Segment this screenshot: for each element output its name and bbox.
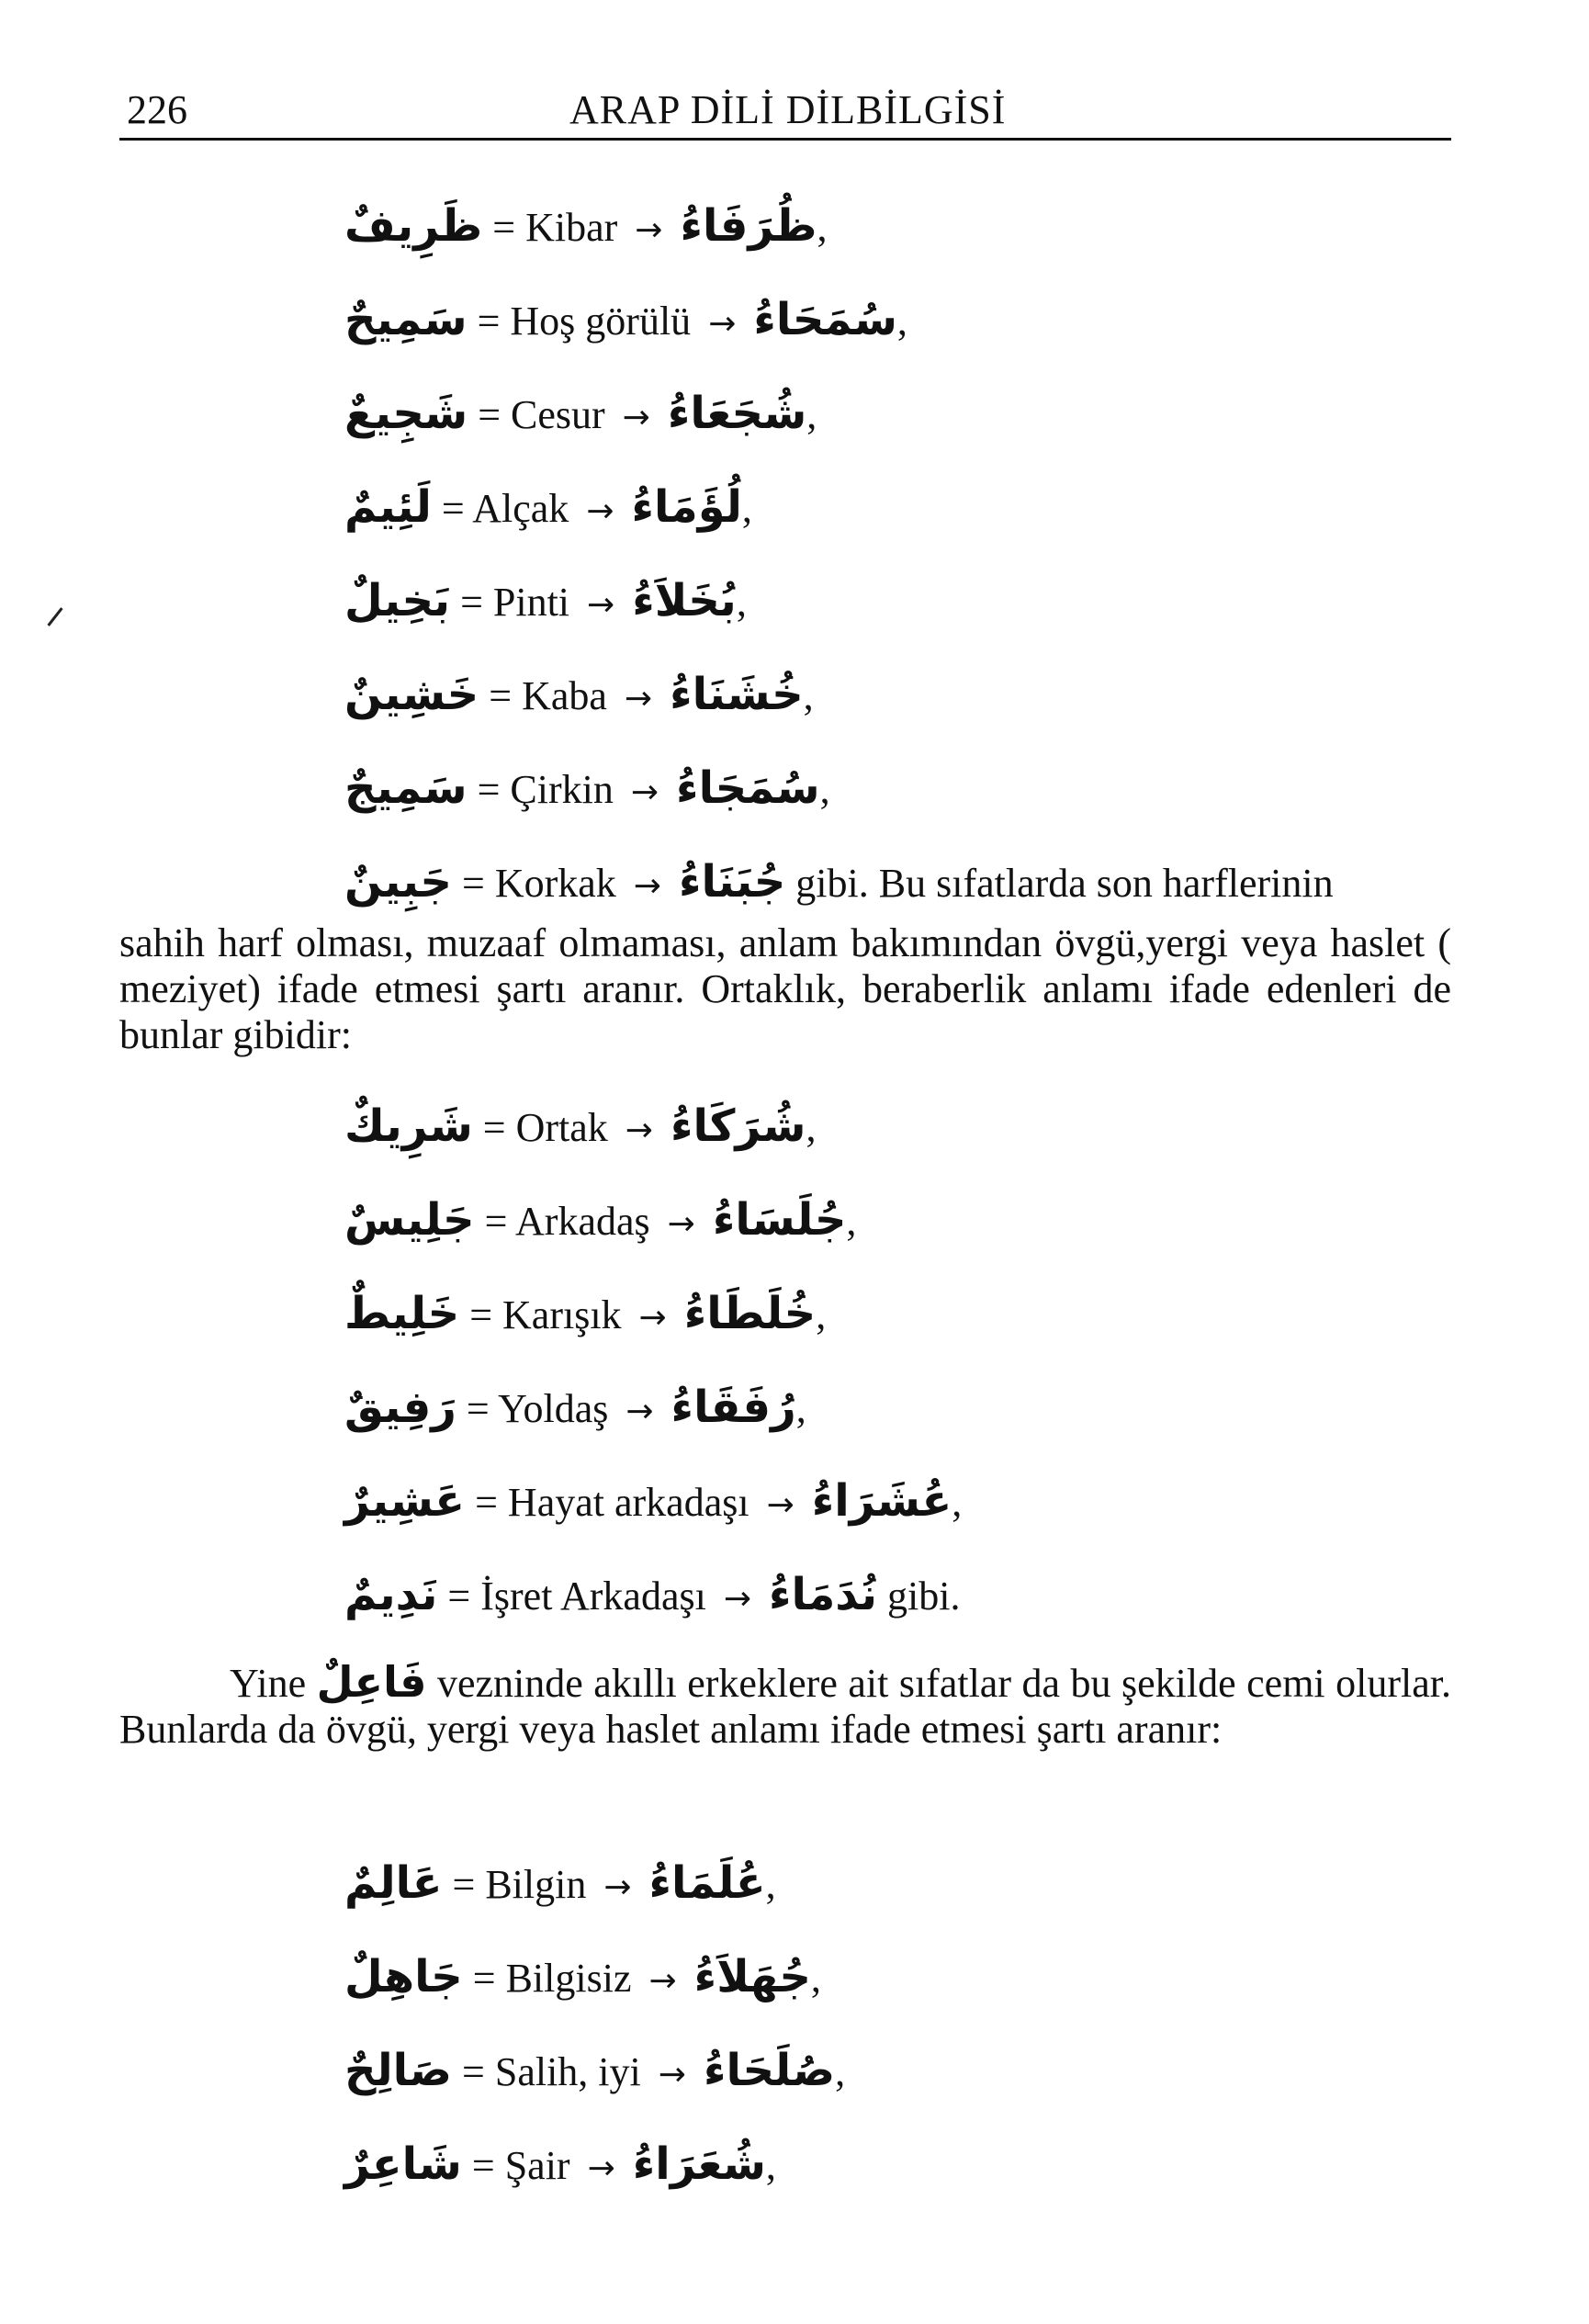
running-title: ARAP DİLİ DİLBİLGİSİ bbox=[569, 87, 1007, 132]
arrow-icon: → bbox=[624, 680, 653, 717]
turkish-meaning: Salih, iyi bbox=[494, 2049, 641, 2094]
page-number: 226 bbox=[127, 87, 187, 132]
arabic-singular: جَاهِلٌ bbox=[344, 1951, 463, 2002]
arabic-singular: عَالِمٌ bbox=[344, 1857, 443, 1909]
turkish-meaning: Hoş görülü bbox=[510, 299, 692, 344]
vocab-entry: شَاعِرٌ = Şair → شُعَرَاءُ, bbox=[344, 2138, 776, 2190]
turkish-meaning: Cesur bbox=[511, 392, 605, 437]
arabic-singular: رَفِيقٌ bbox=[344, 1382, 456, 1433]
body-paragraph: sahih harf olması, muzaaf olmaması, anlam bakımından övgü,yergi veya haslet ( meziyet) ifade etmesi şartı aranır. Ortaklık, beraberlik anlamı ifade edenleri de bunlar gibidir: bbox=[119, 920, 1451, 1057]
vocab-entry: شَرِيكٌ = Ortak → شُرَكَاءُ, bbox=[344, 1100, 817, 1152]
arabic-singular: جَبِينٌ bbox=[344, 856, 452, 908]
turkish-meaning: Bilgisiz bbox=[505, 1956, 632, 2001]
arabic-plural: عُلَمَاءُ bbox=[648, 1857, 766, 1909]
vocab-entry: سَمِيحٌ = Hoş görülü → سُمَحَاءُ, bbox=[344, 294, 907, 345]
vocab-entry: ظَرِيفٌ = Kibar → ظُرَفَاءُ, bbox=[344, 200, 828, 252]
arrow-icon: → bbox=[622, 399, 650, 436]
vocab-entry: عَشِيرٌ = Hayat arkadaşı → عُشَرَاءُ, bbox=[344, 1475, 963, 1527]
arabic-plural: رُفَقَاءُ bbox=[671, 1382, 796, 1433]
arrow-icon: → bbox=[708, 305, 737, 343]
vocab-entry: خَشِينٌ = Kaba → خُشَنَاءُ, bbox=[344, 669, 814, 720]
page-header bbox=[119, 81, 1451, 141]
arabic-plural: شُجَعَاءُ bbox=[667, 388, 807, 439]
arrow-icon: → bbox=[586, 492, 614, 530]
arabic-singular: شَجِيعٌ bbox=[344, 388, 468, 439]
vocab-entry: صَالِحٌ = Salih, iyi → صُلَحَاءُ, bbox=[344, 2045, 846, 2096]
arabic-plural: شُرَكَاءُ bbox=[670, 1100, 806, 1152]
arabic-plural: لُؤَمَاءُ bbox=[631, 481, 742, 533]
vocab-entry: سَمِيجٌ = Çirkin → سُمَجَاءُ, bbox=[344, 762, 830, 814]
vocab-entry: نَدِيمٌ = İşret Arkadaşı → نُدَمَاءُ gibi. bbox=[344, 1569, 961, 1620]
arabic-plural: شُعَرَاءُ bbox=[632, 2138, 766, 2190]
arabic-plural: سُمَجَاءُ bbox=[676, 762, 820, 814]
arabic-plural: سُمَحَاءُ bbox=[753, 294, 897, 345]
turkish-meaning: Karışık bbox=[502, 1292, 622, 1337]
entry-suffix: , bbox=[765, 1862, 776, 1907]
arabic-singular: ظَرِيفٌ bbox=[344, 200, 483, 252]
arabic-plural: نُدَمَاءُ bbox=[769, 1569, 878, 1620]
arrow-icon: → bbox=[667, 1205, 695, 1243]
arabic-singular: صَالِحٌ bbox=[344, 2045, 453, 2096]
turkish-meaning: Şair bbox=[504, 2143, 570, 2188]
turkish-meaning: Bilgin bbox=[485, 1862, 587, 1907]
arabic-plural: ظُرَفَاءُ bbox=[680, 200, 817, 252]
entry-suffix: , bbox=[896, 299, 907, 344]
arabic-plural: خُشَنَاءُ bbox=[670, 669, 804, 720]
arrow-icon: → bbox=[658, 2056, 686, 2093]
arabic-pattern: فَاعِلٌ bbox=[316, 1657, 427, 1707]
arrow-icon: → bbox=[633, 867, 661, 905]
arabic-plural: جُبَنَاءُ bbox=[678, 856, 786, 908]
arrow-icon: → bbox=[587, 2149, 615, 2187]
arrow-icon: → bbox=[648, 1962, 677, 2000]
entry-suffix: , bbox=[795, 1386, 806, 1431]
arrow-icon: → bbox=[603, 1868, 632, 1906]
turkish-meaning: Alçak bbox=[472, 486, 569, 531]
entry-suffix: , bbox=[765, 2143, 776, 2188]
arabic-singular: نَدِيمٌ bbox=[344, 1569, 438, 1620]
turkish-meaning: Ortak bbox=[515, 1105, 608, 1150]
turkish-meaning: Yoldaş bbox=[498, 1386, 609, 1431]
turkish-meaning: Kaba bbox=[522, 673, 607, 718]
arabic-plural: بُخَلاَءُ bbox=[632, 575, 737, 626]
entry-suffix: , bbox=[810, 1956, 821, 2001]
arrow-icon: → bbox=[638, 1299, 667, 1337]
arabic-singular: خَلِيطٌ bbox=[344, 1288, 460, 1339]
arabic-plural: جُهَلاَءُ bbox=[693, 1951, 811, 2002]
vocab-entry: رَفِيقٌ = Yoldaş → رُفَقَاءُ, bbox=[344, 1382, 806, 1433]
entry-suffix: , bbox=[846, 1199, 857, 1244]
entry-suffix: gibi. bbox=[877, 1574, 961, 1619]
arabic-singular: شَاعِرٌ bbox=[344, 2138, 462, 2190]
vocab-entry: خَلِيطٌ = Karışık → خُلَطَاءُ, bbox=[344, 1288, 827, 1339]
vocab-entry: جَاهِلٌ = Bilgisiz → جُهَلاَءُ, bbox=[344, 1951, 821, 2002]
vocab-entry: جَبِينٌ = Korkak → جُبَنَاءُ gibi. Bu sıfatlarda son harflerinin bbox=[344, 856, 1334, 908]
turkish-meaning: Pinti bbox=[492, 580, 570, 625]
arrow-icon: → bbox=[723, 1580, 752, 1618]
paragraph-text-after: vezninde akıllı erkeklere ait sıfatlar da bu şekilde cemi olurlar. Bunlarda da övgü, yergi veya haslet anlamı ifade etmesi şartı aranır: bbox=[119, 1661, 1451, 1752]
entry-suffix: , bbox=[819, 767, 830, 812]
vocab-entry: عَالِمٌ = Bilgin → عُلَمَاءُ, bbox=[344, 1857, 776, 1909]
entry-suffix: gibi. Bu sıfatlarda son harflerinin bbox=[785, 861, 1334, 906]
arabic-plural: عُشَرَاءُ bbox=[811, 1475, 952, 1527]
turkish-meaning: Kibar bbox=[525, 205, 618, 250]
arabic-plural: خُلَطَاءُ bbox=[683, 1288, 817, 1339]
paragraph-text-before: Yine bbox=[230, 1661, 307, 1706]
arrow-icon: → bbox=[587, 586, 615, 624]
vocab-entry: جَلِيسٌ = Arkadaş → جُلَسَاءُ, bbox=[344, 1194, 857, 1246]
entry-suffix: , bbox=[835, 2049, 846, 2094]
arabic-singular: شَرِيكٌ bbox=[344, 1100, 473, 1152]
arabic-plural: جُلَسَاءُ bbox=[712, 1194, 847, 1246]
entry-suffix: , bbox=[952, 1480, 963, 1525]
arrow-icon: → bbox=[766, 1486, 794, 1524]
arabic-singular: لَئِيمٌ bbox=[344, 481, 432, 533]
entry-suffix: , bbox=[806, 392, 817, 437]
vocab-entry: شَجِيعٌ = Cesur → شُجَعَاءُ, bbox=[344, 388, 817, 439]
turkish-meaning: Arkadaş bbox=[515, 1199, 650, 1244]
margin-mark bbox=[47, 607, 62, 626]
turkish-meaning: İşret Arkadaşı bbox=[480, 1574, 706, 1619]
entry-suffix: , bbox=[741, 486, 752, 531]
body-paragraph bbox=[119, 1659, 1451, 1753]
turkish-meaning: Çirkin bbox=[510, 767, 614, 812]
arrow-icon: → bbox=[635, 211, 663, 249]
entry-suffix: , bbox=[816, 1292, 827, 1337]
arabic-plural: صُلَحَاءُ bbox=[703, 2045, 836, 2096]
arabic-singular: سَمِيجٌ bbox=[344, 762, 468, 814]
arabic-singular: عَشِيرٌ bbox=[344, 1475, 466, 1527]
arrow-icon: → bbox=[630, 773, 659, 811]
vocab-entry: لَئِيمٌ = Alçak → لُؤَمَاءُ, bbox=[344, 481, 752, 533]
vocab-entry: بَخِيلٌ = Pinti → بُخَلاَءُ, bbox=[344, 575, 747, 626]
arabic-singular: بَخِيلٌ bbox=[344, 575, 451, 626]
arrow-icon: → bbox=[625, 1111, 653, 1149]
turkish-meaning: Korkak bbox=[494, 861, 616, 906]
arabic-singular: خَشِينٌ bbox=[344, 669, 479, 720]
arrow-icon: → bbox=[625, 1393, 654, 1430]
entry-suffix: , bbox=[736, 580, 747, 625]
turkish-meaning: Hayat arkadaşı bbox=[507, 1480, 749, 1525]
entry-suffix: , bbox=[806, 1105, 817, 1150]
entry-suffix: , bbox=[817, 205, 828, 250]
arabic-singular: سَمِيحٌ bbox=[344, 294, 468, 345]
arabic-singular: جَلِيسٌ bbox=[344, 1194, 475, 1246]
entry-suffix: , bbox=[803, 673, 814, 718]
